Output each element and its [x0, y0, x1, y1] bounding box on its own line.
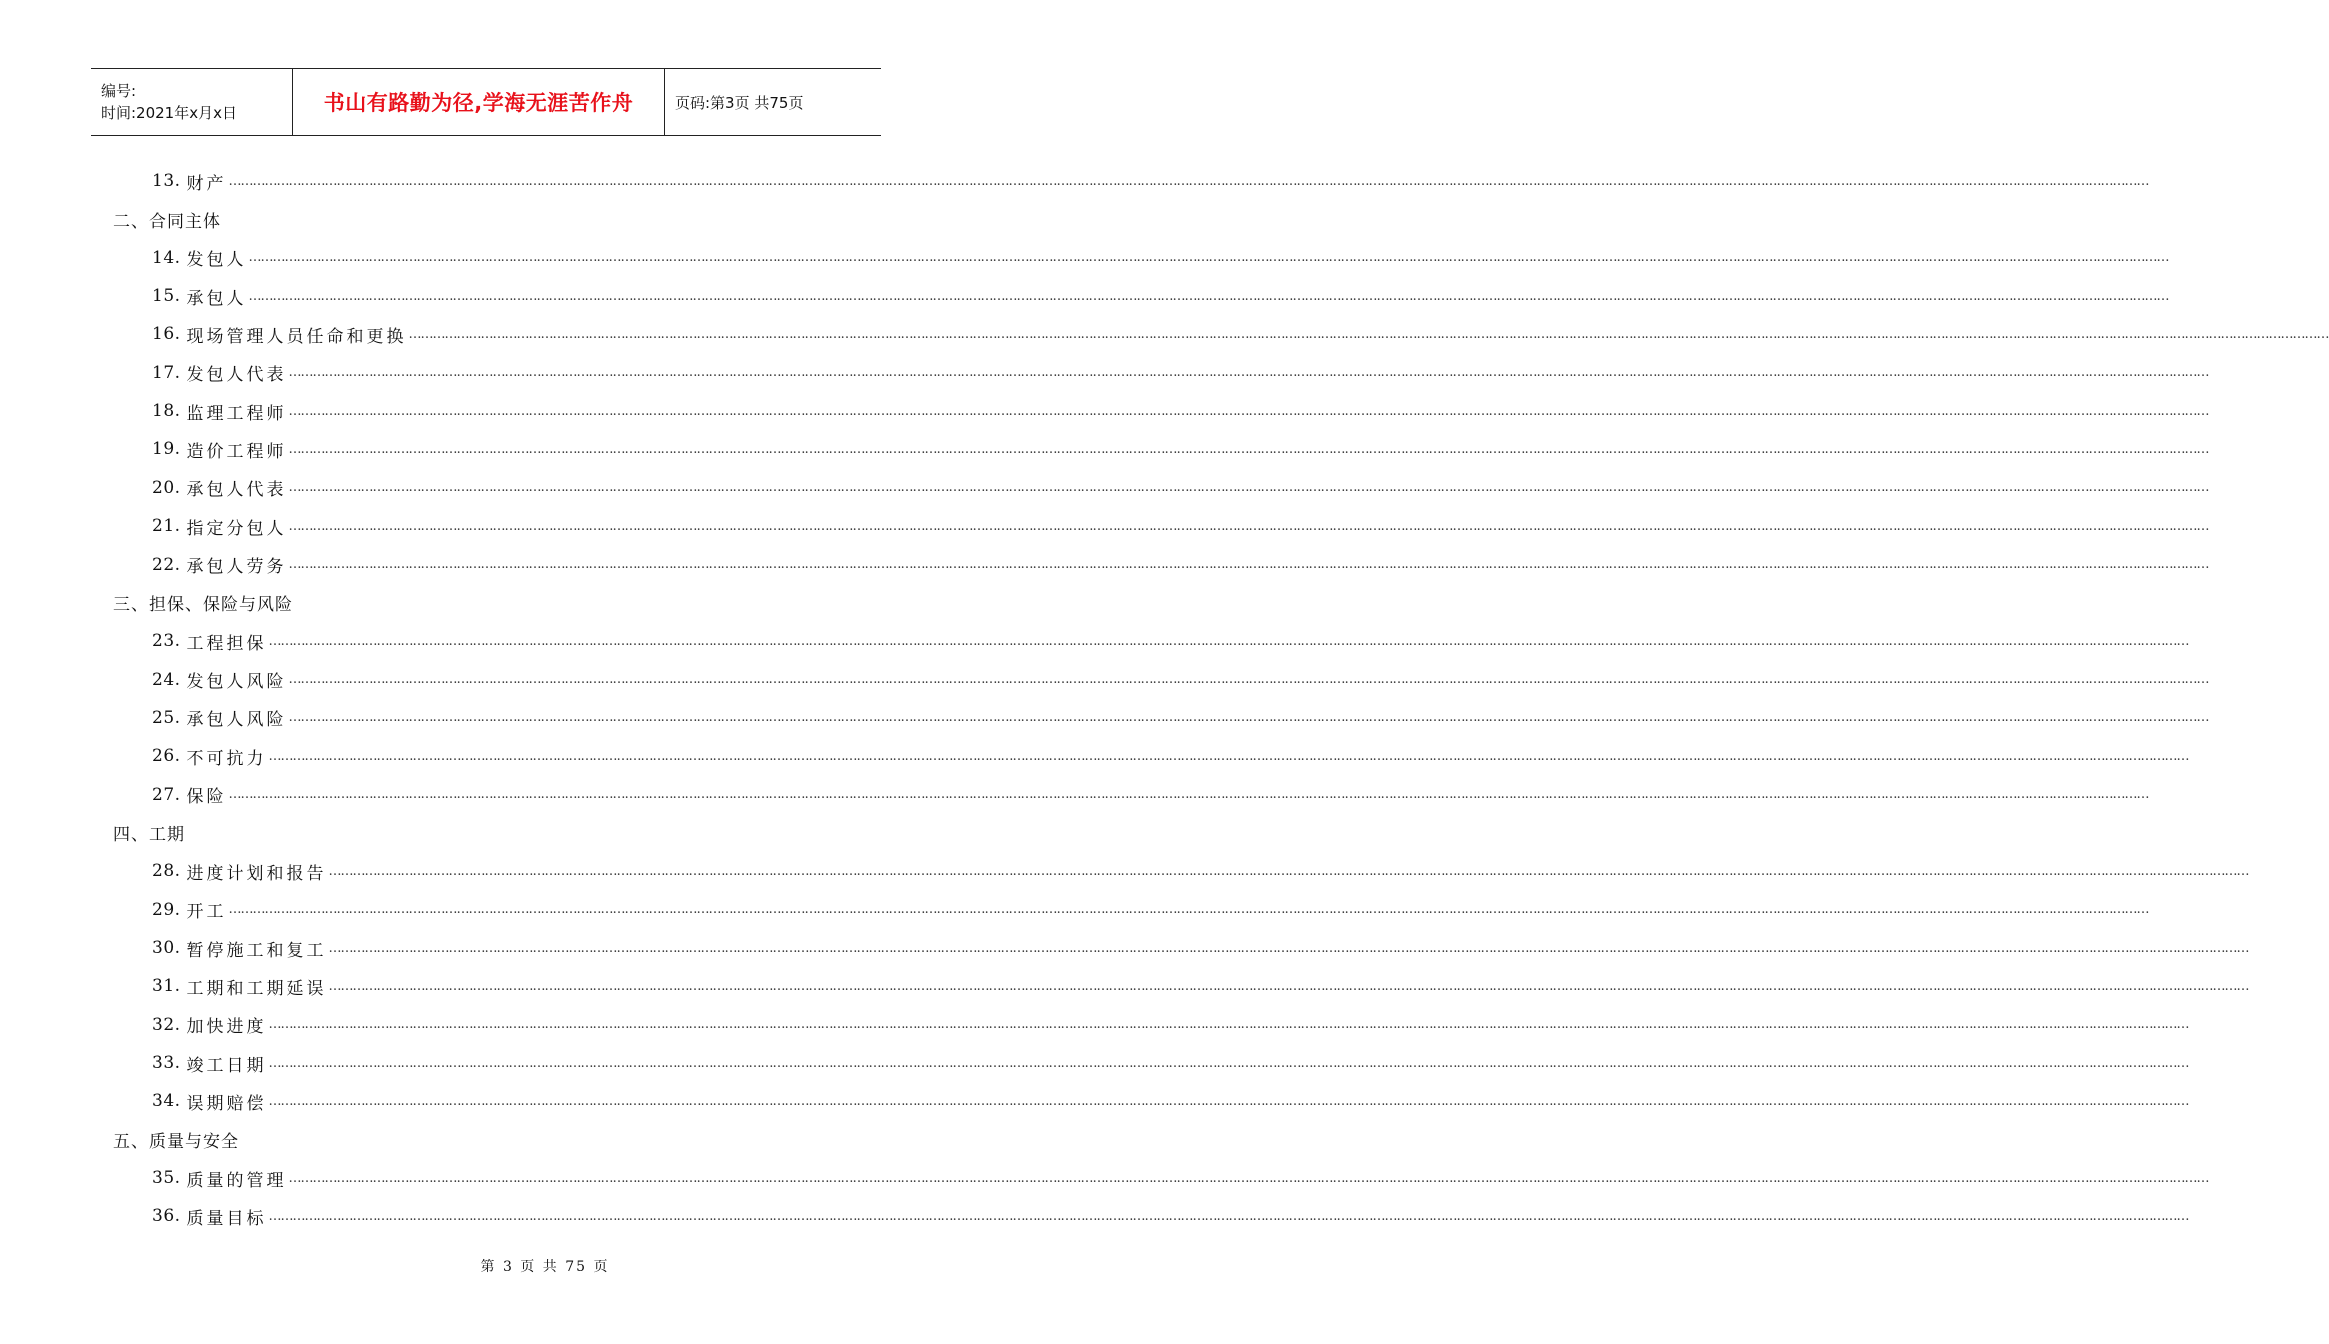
toc-entry	[152, 277, 2169, 315]
toc-entry-number: 35.	[152, 1168, 181, 1189]
toc-entry	[152, 699, 2209, 737]
toc-entry-title: 误期赔偿	[186, 1093, 267, 1114]
toc-dot-leader: …………………………………………………………………………………………………………………………………………………………………………………………………………………………………………………………………………………………………………………………………………………………………………………………………………………………………………	[408, 326, 2329, 342]
toc-entry-number: 32.	[152, 1014, 181, 1035]
toc-dot-leader: …………………………………………………………………………………………………………………………………………………………………………………………………………………………………………………………………………………………………………………………………………………………………………………………………………………………………………	[228, 787, 2149, 803]
header-motto-cell	[293, 69, 665, 135]
header-table	[91, 68, 881, 136]
toc-entry-number: 20.	[152, 477, 181, 498]
toc-entry-title: 工程担保	[186, 633, 267, 654]
toc-entry-number: 15.	[152, 286, 181, 307]
toc-entry-number: 16.	[152, 324, 181, 345]
toc-section-title: 二、合同主体	[113, 211, 221, 232]
toc-entry	[152, 430, 2209, 468]
toc-dot-leader: …………………………………………………………………………………………………………………………………………………………………………………………………………………………………………………………………………………………………………………………………………………………………………………………………………………………………………	[248, 250, 2169, 266]
toc-entry	[152, 1197, 2189, 1235]
page-footer	[0, 1256, 950, 1276]
toc-entry	[152, 1006, 2189, 1044]
toc-entry-title: 现场管理人员任命和更换	[186, 326, 407, 347]
toc-entry-title: 监理工程师	[186, 403, 287, 424]
toc-section-heading	[113, 814, 185, 852]
toc-entry-title: 进度计划和报告	[186, 863, 327, 884]
toc-dot-leader: …………………………………………………………………………………………………………………………………………………………………………………………………………………………………………………………………………………………………………………………………………………………………………………………………………………………………………	[288, 441, 2209, 457]
toc-entry-number: 34.	[152, 1091, 181, 1112]
toc-section-title: 四、工期	[113, 825, 185, 846]
toc-entry-title: 工期和工期延误	[186, 978, 327, 999]
toc-dot-leader: …………………………………………………………………………………………………………………………………………………………………………………………………………………………………………………………………………………………………………………………………………………………………………………………………………………………………………	[288, 480, 2209, 496]
toc-section-title: 三、担保、保险与风险	[113, 595, 293, 616]
toc-dot-leader: …………………………………………………………………………………………………………………………………………………………………………………………………………………………………………………………………………………………………………………………………………………………………………………………………………………………………………	[268, 1208, 2189, 1224]
toc-entry-number: 26.	[152, 746, 181, 767]
toc-entry-title: 竣工日期	[186, 1055, 267, 1076]
toc-entry-number: 17.	[152, 362, 181, 383]
toc-dot-leader: …………………………………………………………………………………………………………………………………………………………………………………………………………………………………………………………………………………………………………………………………………………………………………………………………………………………………………	[248, 288, 2169, 304]
toc-section-heading	[113, 584, 293, 622]
toc-dot-leader: …………………………………………………………………………………………………………………………………………………………………………………………………………………………………………………………………………………………………………………………………………………………………………………………………………………………………………	[288, 518, 2209, 534]
toc-entry-title: 承包人	[186, 288, 247, 309]
toc-entry-number: 27.	[152, 784, 181, 805]
toc-entry-number: 23.	[152, 631, 181, 652]
toc-entry	[152, 162, 2149, 200]
toc-dot-leader: …………………………………………………………………………………………………………………………………………………………………………………………………………………………………………………………………………………………………………………………………………………………………………………………………………………………………………	[288, 365, 2209, 381]
toc-entry-title: 发包人	[186, 250, 247, 271]
toc-dot-leader: …………………………………………………………………………………………………………………………………………………………………………………………………………………………………………………………………………………………………………………………………………………………………………………………………………………………………………	[288, 672, 2209, 688]
toc-entry-number: 24.	[152, 669, 181, 690]
toc-entry-title: 不可抗力	[186, 748, 267, 769]
toc-entry-number: 18.	[152, 401, 181, 422]
toc-dot-leader: …………………………………………………………………………………………………………………………………………………………………………………………………………………………………………………………………………………………………………………………………………………………………………………………………………………………………………	[268, 748, 2189, 764]
toc-dot-leader: …………………………………………………………………………………………………………………………………………………………………………………………………………………………………………………………………………………………………………………………………………………………………………………………………………………………………………	[288, 557, 2209, 572]
toc-dot-leader: …………………………………………………………………………………………………………………………………………………………………………………………………………………………………………………………………………………………………………………………………………………………………………………………………………………………………………	[288, 1170, 2209, 1186]
toc-entry	[152, 852, 2249, 890]
toc-entry	[152, 661, 2209, 699]
footer-page-number: 第 3 页 共 75 页	[480, 1259, 610, 1275]
header-page-number: 页码:第3页 共75页	[675, 93, 804, 112]
toc-entry	[152, 392, 2209, 430]
toc-entry-number: 25.	[152, 707, 181, 728]
toc-entry-number: 14.	[152, 247, 181, 268]
toc-dot-leader: …………………………………………………………………………………………………………………………………………………………………………………………………………………………………………………………………………………………………………………………………………………………………………………………………………………………………………	[268, 1055, 2189, 1071]
toc-entry-title: 发包人代表	[186, 365, 287, 386]
header-page-cell	[665, 69, 881, 135]
toc-entry	[152, 315, 2329, 353]
toc-entry-number: 29.	[152, 899, 181, 920]
toc-section-title: 五、质量与安全	[113, 1132, 239, 1153]
header-meta-cell	[91, 69, 293, 135]
toc-dot-leader: …………………………………………………………………………………………………………………………………………………………………………………………………………………………………………………………………………………………………………………………………………………………………………………………………………………………………………	[328, 940, 2249, 956]
toc-entry-number: 19.	[152, 439, 181, 460]
toc-entry-title: 质量的管理	[186, 1170, 287, 1191]
toc-entry-number: 33.	[152, 1053, 181, 1074]
toc-entry	[152, 239, 2169, 277]
toc-entry	[152, 967, 2249, 1005]
toc-entry-title: 财产	[186, 173, 227, 194]
toc-entry-title: 暂停施工和复工	[186, 940, 327, 961]
document-number-label: 编号:	[101, 82, 137, 100]
toc-entry-title: 开工	[186, 902, 227, 923]
toc-entry	[152, 546, 2209, 584]
toc-entry-title: 质量目标	[186, 1208, 267, 1229]
toc-entry	[152, 891, 2149, 929]
toc-entry	[152, 354, 2209, 392]
toc-entry-title: 造价工程师	[186, 441, 287, 462]
toc-entry-title: 指定分包人	[186, 518, 287, 539]
toc-entry-number: 36.	[152, 1206, 181, 1227]
toc-dot-leader: …………………………………………………………………………………………………………………………………………………………………………………………………………………………………………………………………………………………………………………………………………………………………………………………………………………………………………	[228, 173, 2149, 189]
toc-entry-number: 28.	[152, 861, 181, 882]
toc-dot-leader: …………………………………………………………………………………………………………………………………………………………………………………………………………………………………………………………………………………………………………………………………………………………………………………………………………………………………………	[328, 978, 2249, 994]
toc-entry-title: 承包人劳务	[186, 557, 287, 577]
toc-entry-number: 31.	[152, 976, 181, 997]
toc-entry-number: 13.	[152, 171, 181, 191]
toc-entry-title: 加快进度	[186, 1017, 267, 1038]
toc-entry-title: 保险	[186, 787, 227, 808]
toc-entry	[152, 1044, 2189, 1082]
toc-dot-leader: …………………………………………………………………………………………………………………………………………………………………………………………………………………………………………………………………………………………………………………………………………………………………………………………………………………………………………	[268, 1017, 2189, 1033]
toc-entry	[152, 507, 2209, 545]
toc-entry	[152, 737, 2189, 775]
toc-section-heading	[113, 1121, 239, 1159]
toc-dot-leader: …………………………………………………………………………………………………………………………………………………………………………………………………………………………………………………………………………………………………………………………………………………………………………………………………………………………………………	[268, 633, 2189, 649]
toc-entry	[152, 929, 2249, 967]
toc-dot-leader: …………………………………………………………………………………………………………………………………………………………………………………………………………………………………………………………………………………………………………………………………………………………………………………………………………………………………………	[228, 902, 2149, 918]
document-time-label: 时间:2021年x月x日	[101, 104, 237, 122]
toc-entry-number: 22.	[152, 554, 181, 575]
toc-entry	[152, 1159, 2209, 1197]
toc-entry-number: 21.	[152, 516, 181, 537]
toc-entry	[152, 469, 2209, 507]
toc-entry	[152, 776, 2149, 814]
toc-dot-leader: …………………………………………………………………………………………………………………………………………………………………………………………………………………………………………………………………………………………………………………………………………………………………………………………………………………………………………	[288, 403, 2209, 419]
toc-dot-leader: …………………………………………………………………………………………………………………………………………………………………………………………………………………………………………………………………………………………………………………………………………………………………………………………………………………………………………	[268, 1093, 2189, 1109]
header-motto: 书山有路勤为径,学海无涯苦作舟	[323, 91, 634, 115]
toc-entry-title: 承包人风险	[186, 710, 287, 731]
toc-section-heading	[113, 200, 221, 238]
toc-entry	[152, 1082, 2189, 1120]
toc-dot-leader: …………………………………………………………………………………………………………………………………………………………………………………………………………………………………………………………………………………………………………………………………………………………………………………………………………………………………………	[288, 710, 2209, 726]
toc-dot-leader: …………………………………………………………………………………………………………………………………………………………………………………………………………………………………………………………………………………………………………………………………………………………………………………………………………………………………………	[328, 863, 2249, 879]
toc-entry-number: 30.	[152, 938, 181, 958]
toc-entry	[152, 622, 2189, 660]
toc-entry-title: 承包人代表	[186, 480, 287, 501]
toc-entry-title: 发包人风险	[186, 672, 287, 693]
